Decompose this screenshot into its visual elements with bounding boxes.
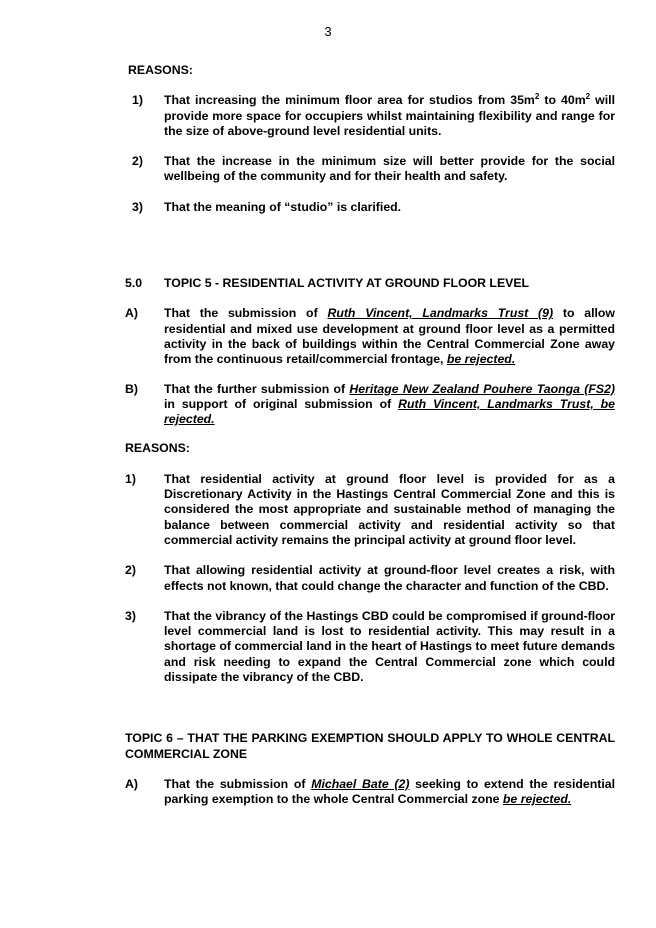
topic-6-heading: TOPIC 6 – THAT THE PARKING EXEMPTION SHOULD APPLY TO WHOLE CENTRAL COMMERCIAL ZONE — [125, 731, 615, 761]
section-number: 5.0 — [125, 276, 143, 291]
superscript: 2 — [585, 92, 591, 102]
reasons-heading: REASONS: — [125, 441, 190, 456]
item-number: 1) — [132, 93, 143, 108]
decision-text: be rejected. — [446, 352, 516, 367]
item-text-part: to allow residential and mixed use development at ground floor level as a permitted activity in the back of buildings within the Central Commercial Zone away from the continuous retail/commercial frontage, — [164, 306, 615, 367]
item-text-part: to 40m — [539, 93, 586, 108]
item-number: 2) — [132, 154, 143, 169]
document-body — [125, 63, 615, 808]
item-text: That the meaning of “studio” is clarified. — [164, 199, 402, 214]
decision-text: Ruth Vincent, Landmarks Trust, be rejected. — [164, 396, 615, 427]
reason-item — [125, 200, 615, 215]
item-text — [164, 777, 615, 808]
reason-item — [125, 609, 615, 685]
reason-item — [125, 563, 615, 594]
item-number: B) — [125, 381, 138, 396]
item-text: That the vibrancy of the Hastings CBD could be compromised if ground-floor level commercial land is lost to residential activity. This may result in a shortage of commercial land in the heart of Hastings to meet future demands and risk needing to expand the Central Commercial zone which could dissipate the vibrancy of the CBD. — [164, 608, 615, 685]
item-text-part: seeking to extend the residential parking exemption to the whole Central Commercial zone — [164, 776, 615, 807]
reasons-heading: REASONS: — [128, 63, 193, 77]
resolution-a — [125, 306, 615, 367]
item-text-part: That the submission of — [164, 306, 328, 321]
item-text: That allowing residential activity at ground-floor level creates a risk, with effects not known, that could change the character and function of the CBD. — [164, 563, 615, 593]
item-text — [164, 306, 615, 367]
reason-item — [125, 472, 615, 548]
decision-text: be rejected. — [502, 792, 572, 807]
item-number: 3) — [125, 608, 136, 623]
item-text-part: That the submission of — [164, 776, 312, 791]
topic-5-heading — [125, 276, 615, 291]
item-number: A) — [125, 306, 138, 321]
item-text — [164, 93, 615, 139]
submitter-name: Heritage New Zealand Pouhere Taonga (FS2) — [349, 381, 616, 396]
superscript: 2 — [534, 92, 540, 102]
item-text-part: That the further submission of — [164, 381, 350, 396]
item-text — [164, 382, 615, 428]
submitter-name: Michael Bate (2) — [311, 776, 410, 791]
item-number: 2) — [125, 563, 136, 578]
reason-item — [125, 93, 615, 139]
submitter-name: Ruth Vincent, Landmarks Trust (9) — [327, 306, 554, 321]
page-number: 3 — [324, 24, 332, 39]
item-number: 3) — [132, 199, 143, 214]
resolution-a — [125, 777, 615, 808]
item-text-part: in support of original submission of — [164, 396, 399, 411]
item-number: A) — [125, 776, 138, 791]
item-text-part: That increasing the minimum floor area for studios from 35m — [164, 93, 535, 108]
item-number: 1) — [125, 471, 136, 486]
resolution-b — [125, 382, 615, 428]
reason-item — [125, 154, 615, 185]
item-text: That residential activity at ground floor level is provided for as a Discretionary Activity in the Hastings Central Commercial Zone and this is considered the most appropriate and sustainable method of managing the balance between commercial activity and residential activity so that commercial activity remains the principal activity at ground floor level. — [164, 471, 615, 547]
section-title: TOPIC 5 - RESIDENTIAL ACTIVITY AT GROUND FLOOR LEVEL — [164, 276, 530, 291]
item-text: That the increase in the minimum size will better provide for the social wellbeing of the community and for their health and safety. — [164, 154, 615, 184]
item-text-part: will provide more space for occupiers whilst maintaining flexibility and range for the size of above-ground level residential units. — [164, 93, 615, 138]
